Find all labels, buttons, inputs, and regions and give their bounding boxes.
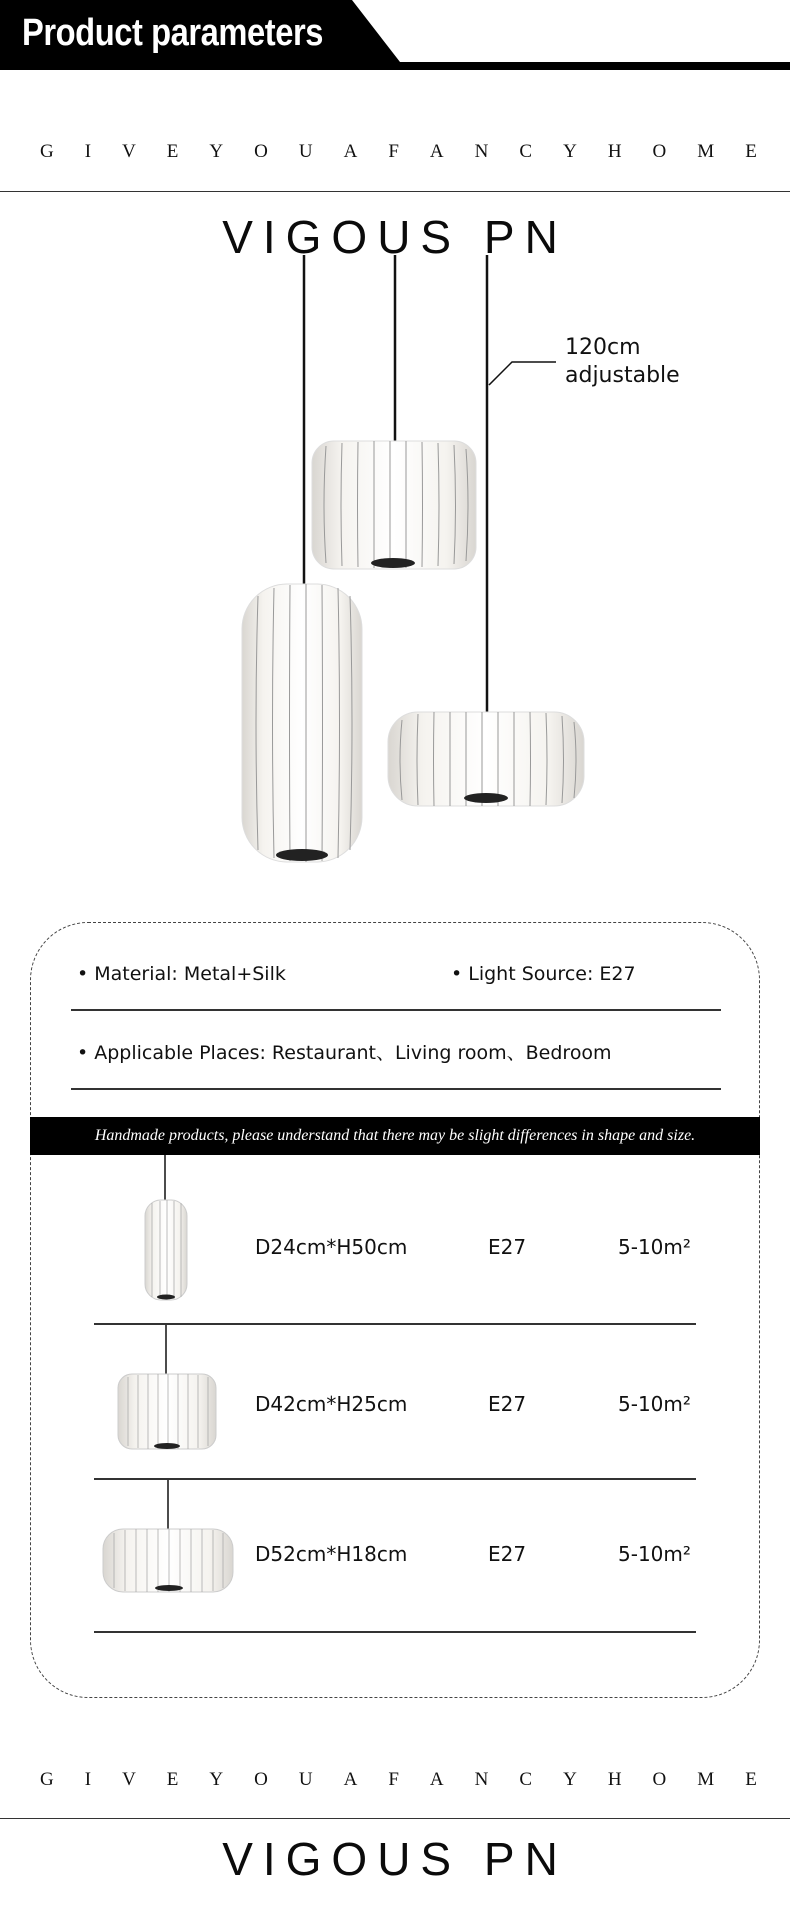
tagline-top-letter: N bbox=[474, 141, 489, 162]
tagline-bottom-letter: M bbox=[697, 1769, 715, 1790]
spec-material: • Material: Metal+Silk bbox=[77, 963, 286, 985]
lamp-wide bbox=[388, 712, 584, 806]
tagline-top-letter: U bbox=[298, 141, 313, 162]
tagline-top-letter: V bbox=[122, 141, 136, 162]
tagline-bottom-letter: N bbox=[474, 1769, 489, 1790]
tagline-bottom-letter: E bbox=[745, 1769, 757, 1790]
tagline-bottom-letter: A bbox=[429, 1769, 444, 1790]
tagline-bottom-letter: O bbox=[254, 1769, 268, 1790]
tagline-top-letter: G bbox=[40, 141, 54, 162]
tagline-top-letter: M bbox=[697, 141, 715, 162]
row3-area: 5-10m² bbox=[618, 1542, 691, 1566]
spec-divider-2 bbox=[71, 1088, 721, 1090]
row3-size: D52cm*H18cm bbox=[255, 1542, 408, 1566]
tagline-top-letter: I bbox=[84, 141, 92, 162]
row2-socket: E27 bbox=[488, 1392, 527, 1416]
tagline-top-letter: Y bbox=[563, 141, 577, 162]
cable-length-value: 120cm bbox=[565, 335, 641, 360]
tagline-top-letter: F bbox=[388, 141, 399, 162]
tagline-bottom-letter: U bbox=[298, 1769, 313, 1790]
thumb-lamp-medium bbox=[114, 1325, 220, 1455]
brand-name-bottom: VIGOUS PN bbox=[222, 1833, 568, 1885]
tagline-bottom-letter: H bbox=[607, 1769, 622, 1790]
lamp-tall bbox=[242, 584, 362, 862]
annotation-leader bbox=[489, 362, 556, 385]
cable-length-annotation bbox=[565, 334, 680, 390]
tagline-top bbox=[0, 141, 790, 171]
page-title: Product parameters bbox=[22, 12, 324, 54]
lamp-medium bbox=[312, 441, 476, 569]
tagline-top-letter: O bbox=[254, 141, 268, 162]
row1-area: 5-10m² bbox=[618, 1235, 691, 1259]
hero-lamp-illustration bbox=[0, 200, 790, 880]
tagline-top-letter: E bbox=[745, 141, 757, 162]
tagline-top-letter: A bbox=[343, 141, 358, 162]
tagline-top-letter: Y bbox=[209, 141, 224, 162]
spec-light-source: • Light Source: E27 bbox=[451, 963, 636, 985]
divider-bottom bbox=[0, 1818, 790, 1819]
row1-socket: E27 bbox=[488, 1235, 527, 1259]
handmade-notice bbox=[30, 1117, 760, 1155]
tagline-bottom-letter: Y bbox=[209, 1769, 224, 1790]
thumb-lamp-wide bbox=[100, 1480, 236, 1596]
handmade-notice-text: Handmade products, please understand that there may be slight differences in shape and size. bbox=[94, 1127, 696, 1144]
tagline-bottom-letter: E bbox=[166, 1769, 179, 1790]
tagline-top-letter: O bbox=[652, 141, 667, 162]
thumb-lamp-tall bbox=[130, 1155, 200, 1305]
header-banner bbox=[0, 0, 790, 70]
tagline-top-letter: E bbox=[166, 141, 179, 162]
row2-area: 5-10m² bbox=[618, 1392, 691, 1416]
tagline-bottom-letter: O bbox=[652, 1769, 667, 1790]
tagline-bottom-letter: G bbox=[40, 1769, 54, 1790]
tagline-bottom-letter: A bbox=[343, 1769, 358, 1790]
row2-size: D42cm*H25cm bbox=[255, 1392, 408, 1416]
tagline-bottom-letter: F bbox=[388, 1769, 399, 1790]
tagline-top-letter: C bbox=[519, 141, 533, 162]
tagline-top-letter: A bbox=[429, 141, 444, 162]
tagline-bottom-letter: V bbox=[122, 1769, 136, 1790]
banner-rule bbox=[380, 62, 790, 70]
row1-size: D24cm*H50cm bbox=[255, 1235, 408, 1259]
tagline-bottom bbox=[0, 1769, 790, 1799]
divider-top bbox=[0, 191, 790, 192]
tagline-bottom-letter: I bbox=[84, 1769, 92, 1790]
brand-name-top: VIGOUS PN bbox=[222, 211, 568, 263]
spec-applicable-places: • Applicable Places: Restaurant、Living room、Bedroom bbox=[77, 1042, 612, 1064]
tagline-top-letter: H bbox=[607, 141, 622, 162]
spec-divider-1 bbox=[71, 1009, 721, 1011]
cable-length-note: adjustable bbox=[565, 363, 680, 388]
row3-socket: E27 bbox=[488, 1542, 527, 1566]
tagline-bottom-letter: C bbox=[519, 1769, 533, 1790]
tagline-bottom-letter: Y bbox=[563, 1769, 577, 1790]
row-divider-3 bbox=[94, 1631, 696, 1633]
